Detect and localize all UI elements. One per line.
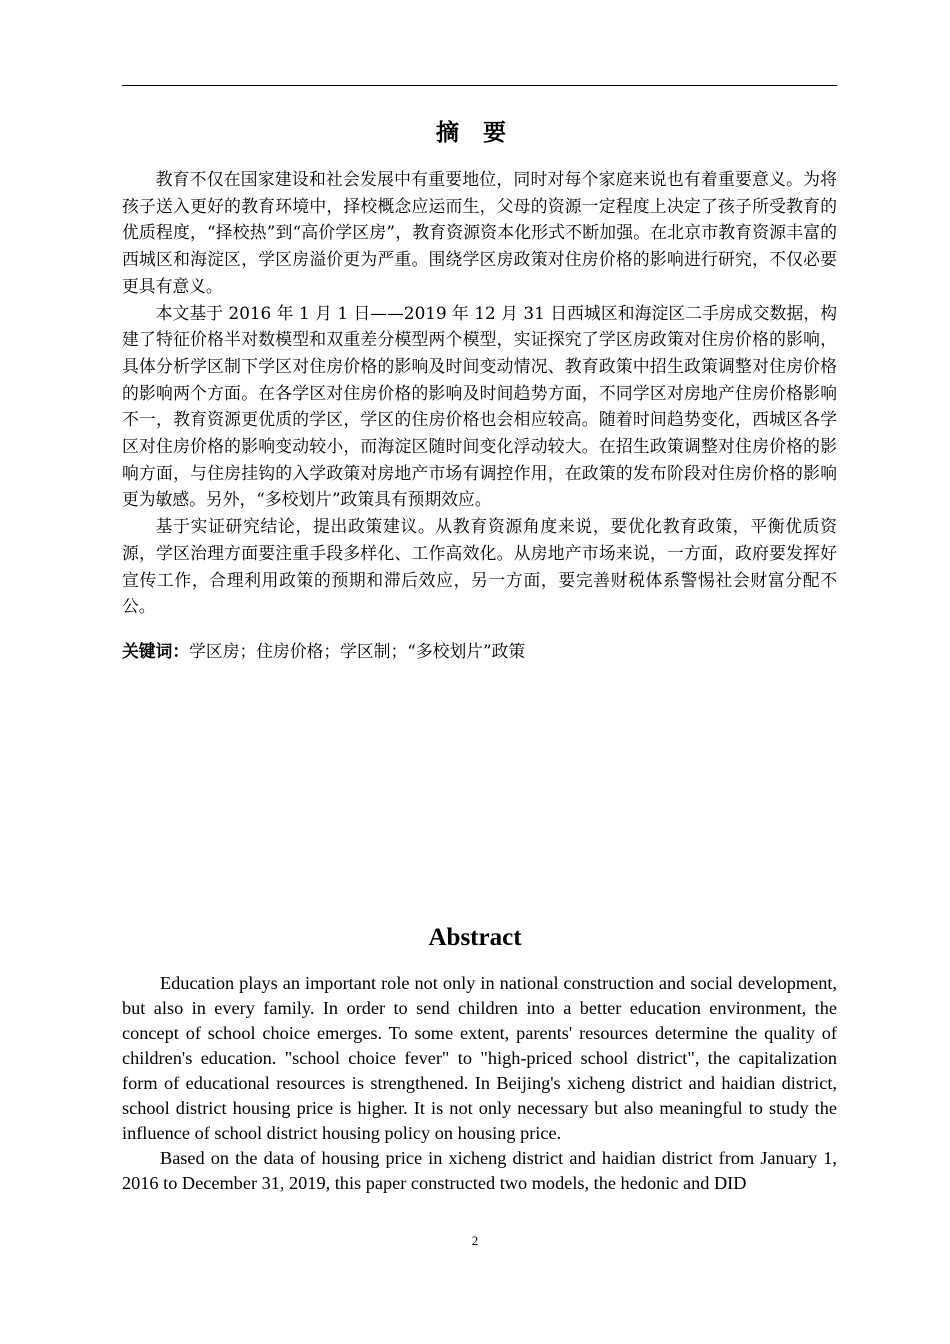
keywords-text: 学区房；住房价格；学区制；“多校划片”政策 xyxy=(189,641,526,661)
chinese-paragraph: 教育不仅在国家建设和社会发展中有重要地位，同时对每个家庭来说也有着重要意义。为将孩子送入更好的教育环境中，择校概念应运而生，父母的资源一定程度上决定了孩子所受教育的优质程度，“择校热”到“高价学区房”，教育资源资本化形式不断加强。在北京市教育资源丰富的西城区和海淀区，学区房溢价更为严重。围绕学区房政策对住房价格的影响进行研究，不仅必要更具有意义。 xyxy=(122,169,837,296)
english-paragraph: Education plays an important role not only in national construction and social development, but also in every family. In order to send children into a better education environment, the concept of school choice emerges. To some extent, parents' resources determine the quality of children's education. "school choice fever" to "high-priced school district", the capitalization form of educational resources is strengthened. In Beijing's xicheng district and haidian district, school district housing price is higher. It is not only necessary but also meaningful to study the influence of school district housing policy on housing price. xyxy=(122,973,837,1143)
chinese-abstract-title: 摘 要 xyxy=(435,120,514,146)
chinese-paragraph: 基于实证研究结论，提出政策建议。从教育资源角度来说，要优化教育政策，平衡优质资源，学区治理方面要注重手段多样化、工作高效化。从房地产市场来说，一方面，政府要发挥好宣传工作，合理利用政策的预期和滞后效应，另一方面，要完善财税体系警惕社会财富分配不公。 xyxy=(122,516,837,617)
chinese-paragraph: 本文基于 2016 年 1 月 1 日——2019 年 12 月 31 日西城区和海淀区二手房成交数据，构建了特征价格半对数模型和双重差分模型两个模型，实证探究了学区房政策对住房价格的影响，具体分析学区制下学区对住房价格的影响及时间变动情况、教育政策中招生政策调整对住房价格的影响两个方面。在各学区对住房价格的影响及时间趋势方面，不同学区对房地产住房价格影响不一，教育资源更优质的学区，学区的住房价格也会相应较高。随着时间趋势变化，西城区各学区对住房价格的影响变动较小，而海淀区随时间变化浮动较大。在招生政策调整对住房价格的影响方面，与住房挂钩的入学政策对房地产市场有调控作用，在政策的发布阶段对住房价格的影响更为敏感。另外，“多校划片”政策具有预期效应。 xyxy=(122,302,837,510)
english-paragraph: Based on the data of housing price in xicheng district and haidian district from January 1, 2016 to December 31, 2019, this paper constructed two models, the hedonic and DID xyxy=(122,1148,837,1193)
keywords-line xyxy=(122,638,837,665)
english-abstract-title: Abstract xyxy=(428,924,522,951)
keywords-label: 关键词： xyxy=(122,641,190,661)
header-rule xyxy=(122,85,837,86)
english-abstract-body xyxy=(122,971,837,1196)
page-number: 2 xyxy=(471,1233,479,1248)
chinese-abstract-body xyxy=(122,166,837,620)
